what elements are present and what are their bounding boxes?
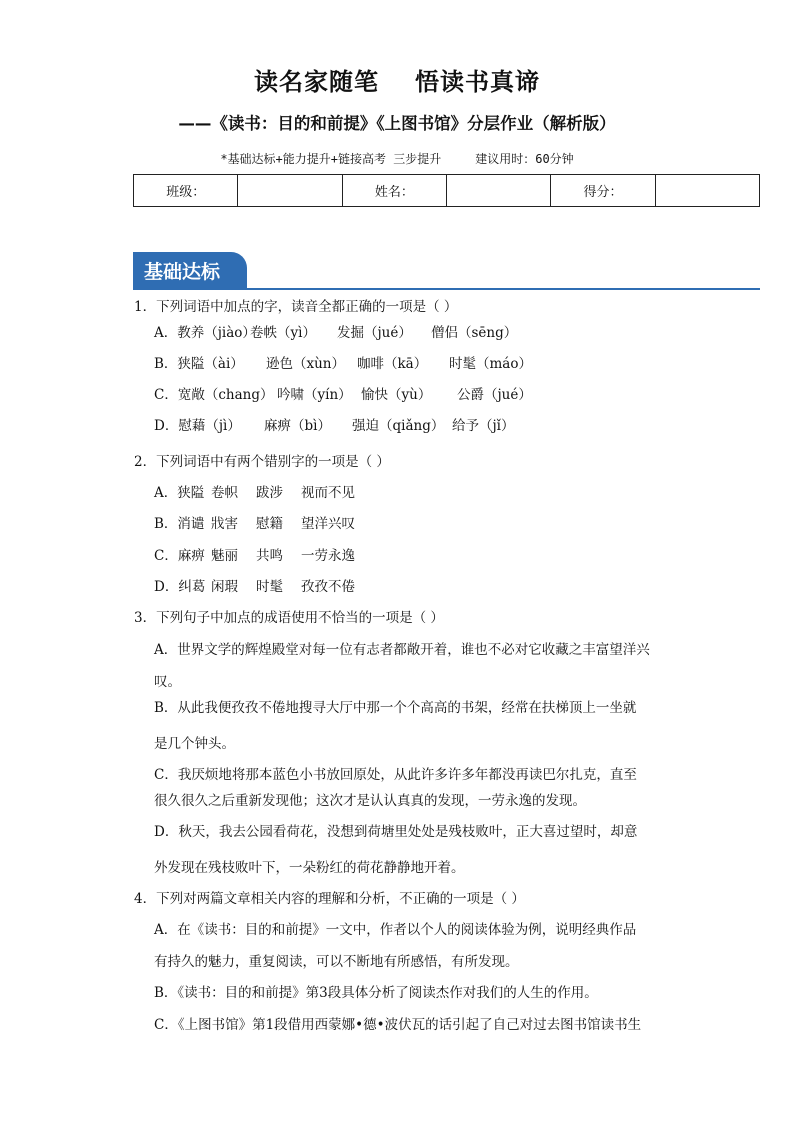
q3-option-a: A．世界文学的辉煌殿堂对每一位有志者都敞开着，谁也不必对它收藏之丰富望洋兴叹。 (154, 642, 650, 690)
q1-b-item-3: 咖啡（kā） (357, 356, 428, 372)
q2-a-item-2: 卷帜 (211, 485, 238, 501)
q1-a-item-2: 卷帙（yì） (250, 325, 316, 341)
q2-c-item-4: 一劳永逸 (301, 548, 355, 564)
usage-note (0, 150, 794, 167)
q2-d-item-4: 孜孜不倦 (301, 579, 355, 595)
q1-option-d (154, 416, 515, 436)
q1-d-item-2: 麻痹（bì） (264, 418, 331, 434)
q1-c-item-2: 吟啸（yín） (277, 387, 352, 403)
name-field[interactable] (447, 175, 551, 207)
q2-a-item-1: A．狭隘 (154, 485, 205, 501)
q2-d-item-3: 时髦 (256, 579, 283, 595)
title-part-2: 悟读书真谛 (415, 68, 540, 96)
q2-option-a (154, 483, 355, 503)
student-info-table (133, 174, 760, 207)
page-subtitle: ——《读书：目的和前提》《上图书馆》分层作业（解析版） (178, 114, 616, 133)
q1-d-item-1: D．慰藉（jì） (154, 418, 241, 434)
q3-stem: 3．下列句子中加点的成语使用不恰当的一项是（ ） (134, 610, 444, 626)
q1-a-item-4: 僧侣（sēng） (431, 325, 518, 341)
q1-stem: 1．下列词语中加点的字，读音全都正确的一项是（ ） (134, 299, 458, 315)
q2-d-item-2: 闲瑕 (211, 579, 238, 595)
q2-stem: 2．下列词语中有两个错别字的一项是（ ） (134, 454, 390, 470)
section-badge-label: 基础达标 (144, 261, 221, 283)
class-label: 班级： (134, 175, 238, 207)
q4-option-b: B．《读书：目的和前提》第3段具体分析了阅读杰作对我们的人生的作用。 (154, 985, 598, 1001)
q3-option-d-line1: D．秋天，我去公园看荷花，没想到荷塘里处处是残枝败叶，正大喜过望时，却意 (154, 824, 638, 840)
section-badge (133, 252, 247, 288)
q1-a-item-1: A．教养（jiào） (154, 325, 256, 341)
q1-b-item-4: 时髦（máo） (449, 356, 532, 372)
q2-b-item-2: 戕害 (211, 516, 238, 532)
q1-d-item-4: 给予（jǐ） (452, 418, 515, 434)
q1-option-c (154, 385, 532, 405)
q3-option-d-line2: 外发现在残枝败叶下，一朵粉红的荷花静静地开着。 (154, 860, 465, 876)
q4-option-a-line1: A．在《读书：目的和前提》一文中，作者以个人的阅读体验为例，说明经典作品 (154, 922, 637, 938)
q3-option-b-line1: B．从此我便孜孜不倦地搜寻大厅中那一个个高高的书架，经常在扶梯顶上一坐就 (154, 700, 637, 716)
q1-c-item-4: 公爵（jué） (457, 387, 532, 403)
q2-b-item-4: 望洋兴叹 (301, 516, 355, 532)
q4-option-c-line1: C．《上图书馆》第1段借用西蒙娜•德•波伏瓦的话引起了自己对过去图书馆读书生 (154, 1017, 642, 1033)
q1-b-item-1: B．狭隘（ài） (154, 356, 244, 372)
q3-option-c-line2: 很久很久之后重新发现他；这次才是认认真真的发现，一劳永逸的发现。 (154, 793, 586, 809)
q2-b-item-3: 慰籍 (256, 516, 283, 532)
score-label: 得分： (551, 175, 655, 207)
q2-option-b (154, 514, 355, 534)
q1-option-a (154, 323, 517, 343)
q2-a-item-3: 跋涉 (256, 485, 283, 501)
note-time: 建议用时：60分钟 (475, 152, 574, 166)
q4-stem: 4．下列对两篇文章相关内容的理解和分析，不正确的一项是（ ） (134, 891, 525, 907)
class-field[interactable] (238, 175, 342, 207)
q2-option-d (154, 577, 355, 597)
q1-c-item-3: 愉快（yù） (361, 387, 432, 403)
q2-a-item-4: 视而不见 (301, 485, 355, 501)
note-steps: *基础达标+能力提升+链接高考 三步提升 (220, 152, 442, 166)
q2-b-item-1: B．消谴 (154, 516, 205, 532)
q3-option-b-line2: 是几个钟头。 (154, 736, 235, 752)
q1-d-item-3: 强迫（qiǎng） (352, 418, 445, 434)
q2-option-c (154, 546, 355, 566)
score-field[interactable] (655, 175, 759, 207)
q1-a-item-3: 发掘（jué） (337, 325, 412, 341)
q2-c-item-2: 魅丽 (211, 548, 238, 564)
title-part-1: 读名家随笔 (254, 68, 379, 96)
section-divider (133, 288, 760, 290)
q1-option-b (154, 354, 532, 374)
q2-d-item-1: D．纠葛 (154, 579, 206, 595)
name-label: 姓名： (342, 175, 446, 207)
q2-c-item-1: C．麻痹 (154, 548, 205, 564)
page-title (0, 62, 794, 97)
q2-c-item-3: 共鸣 (256, 548, 283, 564)
q1-c-item-1: C．宽敞（chang） (154, 387, 274, 403)
q4-option-a-line2: 有持久的魅力，重复阅读，可以不断地有所感悟，有所发现。 (154, 954, 519, 970)
q1-b-item-2: 逊色（xùn） (266, 356, 346, 372)
q3-option-c-line1: C．我厌烦地将那本蓝色小书放回原处，从此许多许多年都没再读巴尔扎克，直至 (154, 767, 637, 783)
